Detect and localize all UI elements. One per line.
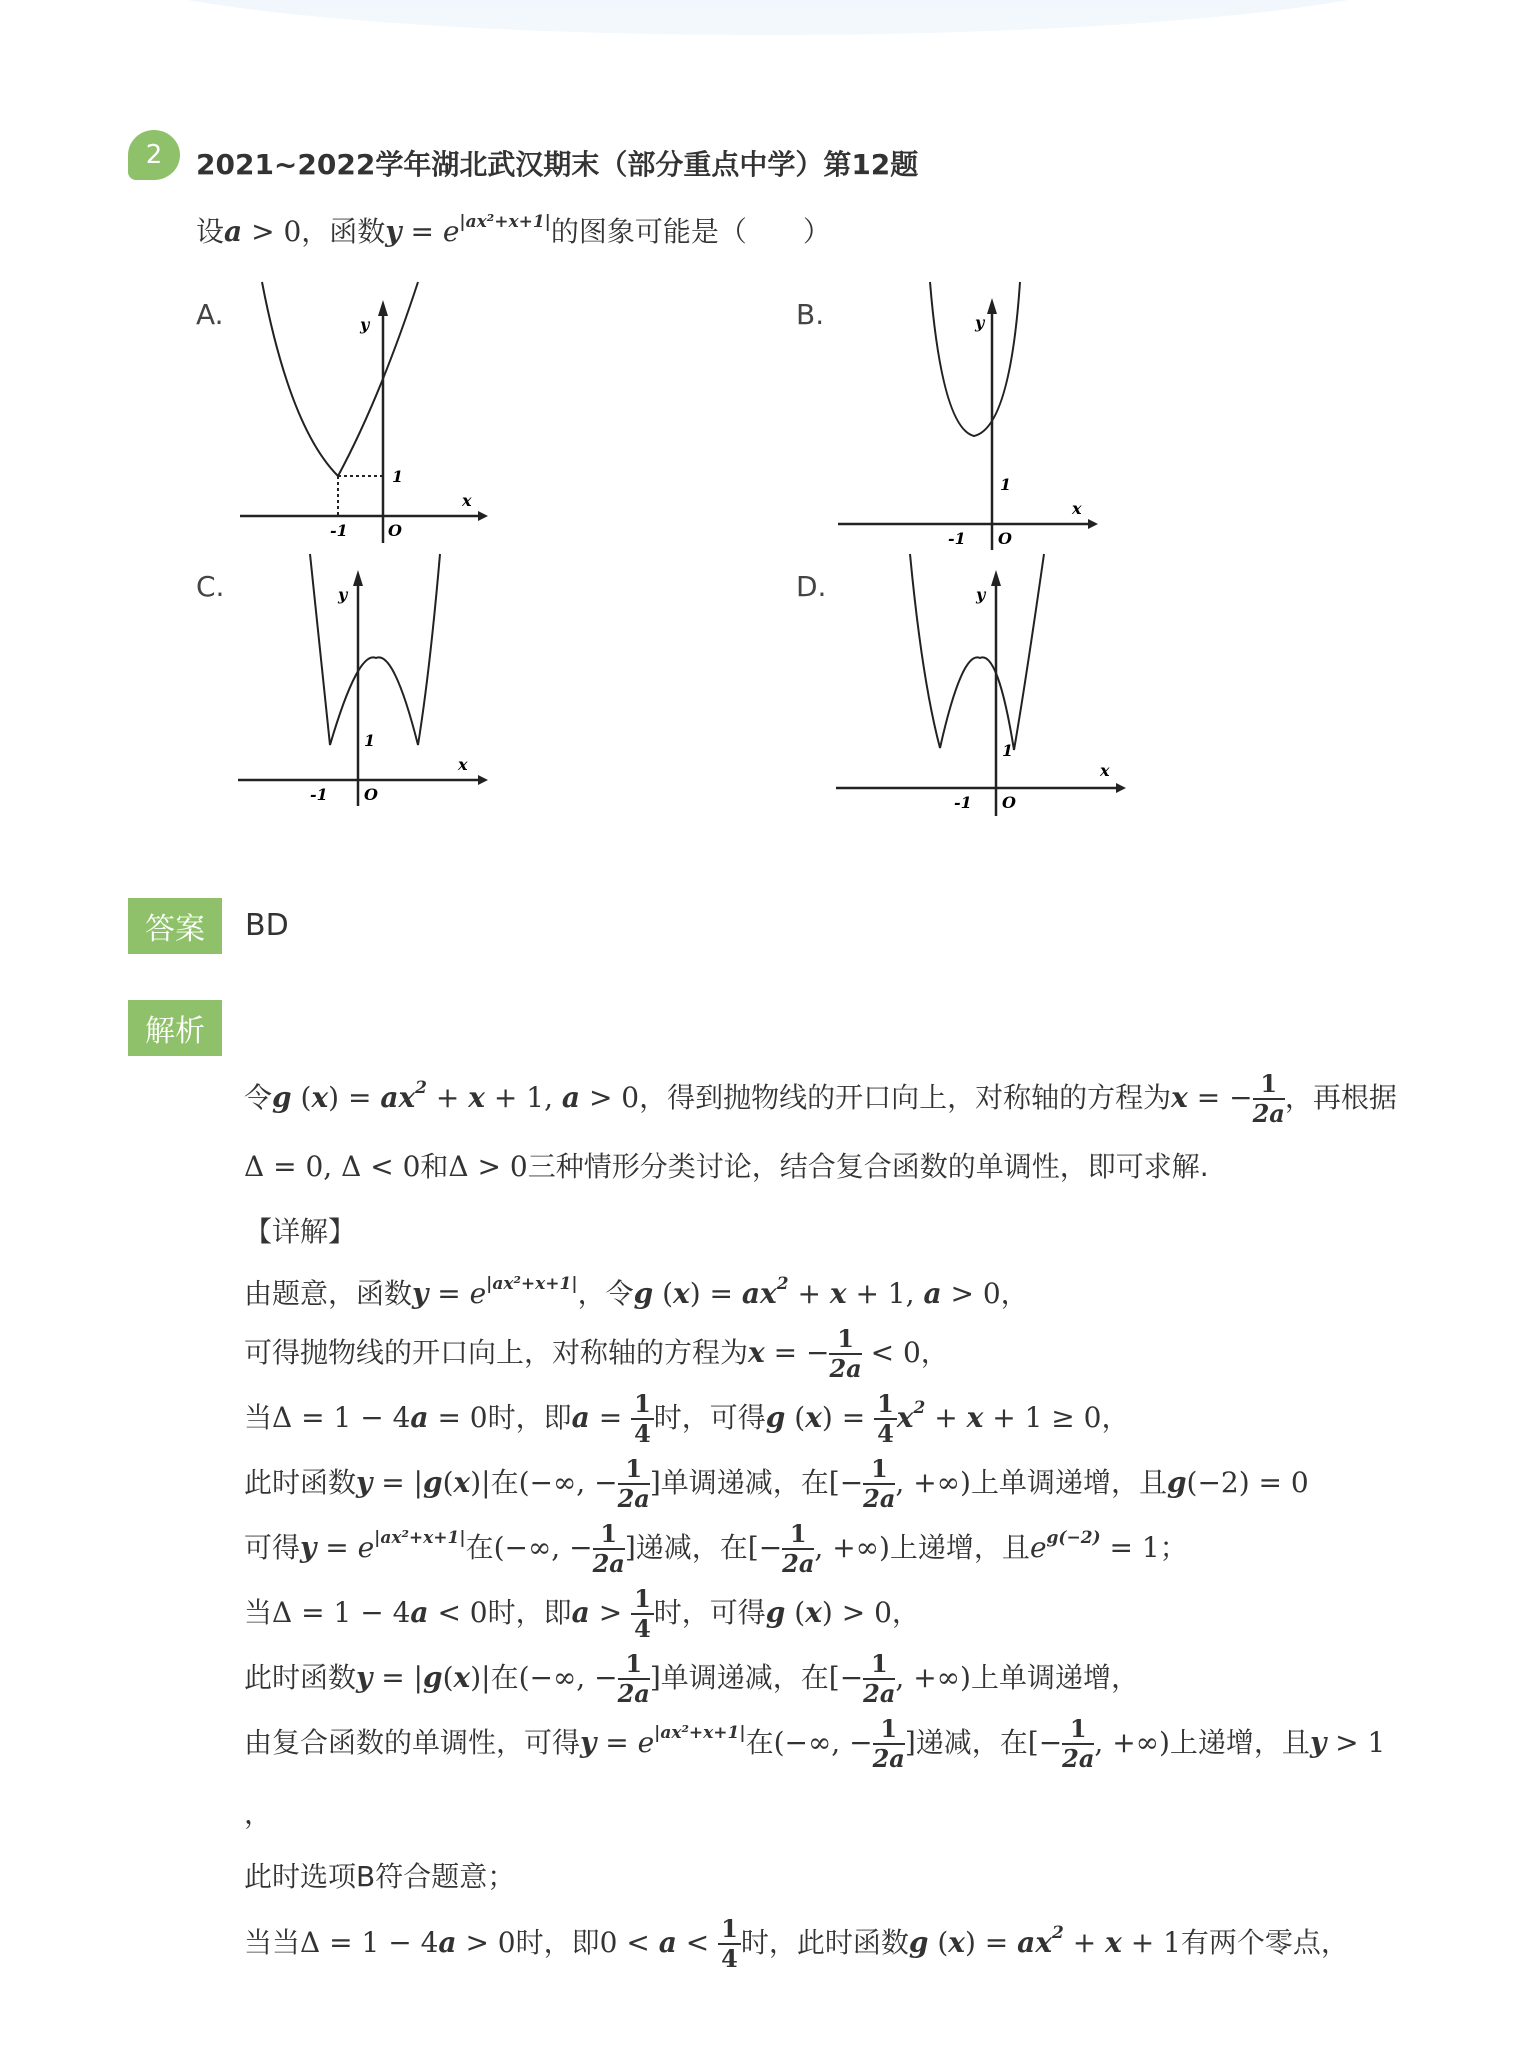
analysis-line-4: 可得抛物线的开口向上，对称轴的方程为x = − $\frac{1}{2a}$ < 0， — [244, 1324, 949, 1383]
option-d-label: D. — [796, 570, 827, 603]
graph-d-icon — [830, 550, 1130, 820]
svg-text:1: 1 — [392, 467, 404, 486]
analysis-line-10: 由复合函数的单调性，可得$y = e^{|ax^2+x+1|}$在(−∞, − $\frac{1}{2a}$ ]递减，在[− $\frac{1}{2a}$ , +∞)上递增，且y > 1 — [244, 1714, 1386, 1773]
svg-text:y: y — [360, 315, 370, 334]
analysis-line-7: 可得$y = e^{|ax^2+x+1|}$在(−∞, − $\frac{1}{2a}$ ]递减，在[− $\frac{1}{2a}$ , +∞)上递增，且$e^{g(-2)} = 1$； — [244, 1519, 1188, 1578]
option-a-label: A. — [196, 298, 224, 331]
svg-text:1: 1 — [1000, 475, 1012, 494]
graph-a-icon — [230, 278, 490, 548]
svg-text:y: y — [338, 585, 348, 604]
svg-text:O: O — [998, 529, 1012, 548]
svg-text:-1: -1 — [948, 529, 966, 548]
analysis-label: 解析 — [128, 1000, 222, 1056]
svg-text:y: y — [976, 585, 986, 604]
svg-text:1: 1 — [364, 731, 376, 750]
analysis-line-12: 此时选项B符合题意； — [244, 1860, 516, 1893]
header-arc-decoration — [90, 0, 1446, 35]
question-number: 2 — [145, 140, 163, 170]
analysis-line-5: 当Δ = 1 − 4a = 0时，即a = $\frac{1}{4}$ 时，可得g (x) = $\frac{1}{4}$ $x^2 + x + 1 \ge 0$， — [244, 1389, 1130, 1448]
svg-text:1: 1 — [1002, 741, 1014, 760]
svg-text:-1: -1 — [954, 793, 972, 812]
graph-c-icon — [230, 550, 490, 810]
graph-b-icon — [830, 278, 1100, 556]
detail-heading: 【详解】 — [244, 1215, 357, 1248]
option-c-label: C. — [196, 570, 225, 603]
svg-text:-1: -1 — [330, 521, 348, 540]
svg-text:x: x — [1100, 761, 1110, 780]
svg-text:O: O — [1002, 793, 1016, 812]
analysis-line-13: 当当Δ = 1 − 4a > 0时，即0 < a < $\frac{1}{4}$ 时，此时函数g $(x) = ax^2 + x + 1$有两个零点， — [244, 1914, 1349, 1973]
option-b-label: B. — [796, 298, 825, 331]
question-title: 2021~2022学年湖北武汉期末（部分重点中学）第12题 — [196, 148, 919, 181]
answer-label: 答案 — [128, 898, 222, 954]
svg-text:O: O — [364, 785, 378, 804]
svg-text:x: x — [1072, 499, 1082, 518]
svg-text:x: x — [462, 491, 472, 510]
analysis-line-8: 当Δ = 1 − 4a < 0时，即a > $\frac{1}{4}$ 时，可得g (x) > 0， — [244, 1584, 920, 1643]
answer-value: BD — [245, 908, 289, 943]
analysis-line-11: ， — [244, 1797, 273, 1830]
svg-text:-1: -1 — [310, 785, 328, 804]
analysis-line-2: Δ = 0, Δ < 0和Δ > 0三种情形分类讨论，结合复合函数的单调性，即可求解. — [244, 1150, 1209, 1183]
question-number-badge — [128, 130, 180, 180]
analysis-line-9: 此时函数y = |g(x)|在(−∞, − $\frac{1}{2a}$ ]单调递减，在[− $\frac{1}{2a}$ , +∞)上单调递增， — [244, 1649, 1139, 1708]
analysis-line-6: 此时函数y = |g(x)|在(−∞, − $\frac{1}{2a}$ ]单调递减，在[− $\frac{1}{2a}$ , +∞)上单调递增，且g(−2) = 0 — [244, 1454, 1309, 1513]
analysis-line-3: 由题意，函数$y = e^{|ax^2+x+1|}$，令g $(x) = ax^2 + x + 1$, a > 0， — [244, 1274, 1029, 1310]
svg-text:x: x — [458, 755, 468, 774]
svg-text:y: y — [975, 313, 985, 332]
analysis-line-1: 令g $(x) = ax^2 + x + 1$, a > 0，得到抛物线的开口向上，对称轴的方程为x = − $\frac{1}{2a}$ ，再根据 — [244, 1069, 1397, 1128]
question-stem: 设a > 0，函数$y = e^{|ax^2+x+1|}$的图象可能是（ ） — [196, 212, 831, 248]
svg-text:O: O — [388, 521, 402, 540]
